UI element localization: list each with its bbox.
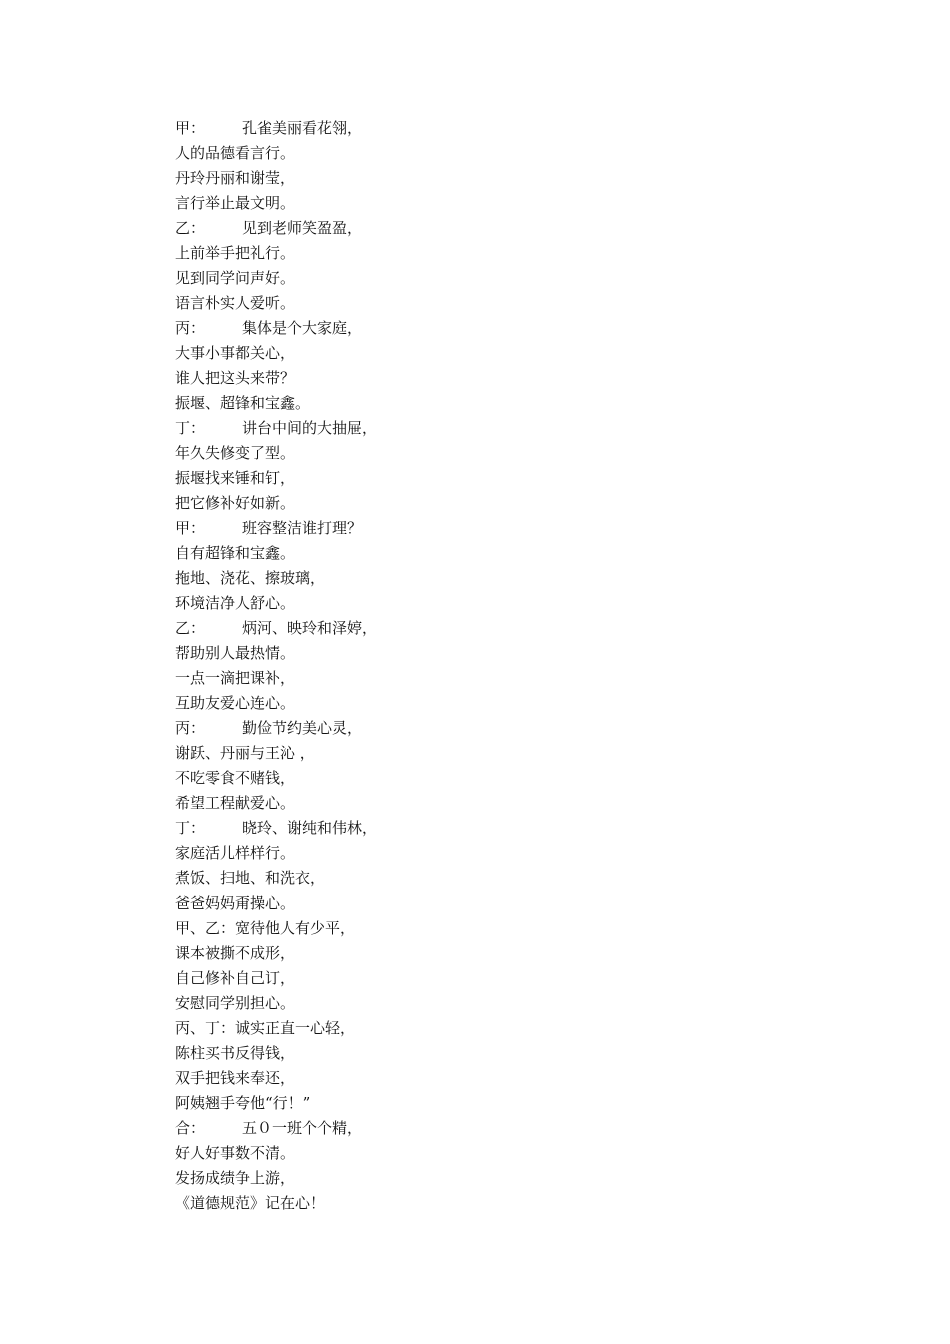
- line-text: 班容整洁谁打理？: [242, 519, 363, 537]
- poem-line: [175, 741, 377, 766]
- speaker-label: 合：: [175, 1119, 206, 1137]
- speaker-label: 甲：: [175, 519, 206, 537]
- line-text: 宽待他人有少平，: [235, 919, 356, 937]
- line-text: 集体是个大家庭，: [242, 319, 363, 337]
- line-text: 五０一班个个精，: [242, 1119, 363, 1137]
- poem-line: [175, 191, 377, 216]
- poem-line: [175, 616, 377, 641]
- poem-line: [175, 866, 377, 891]
- line-text: 讲台中间的大抽屉，: [242, 419, 378, 437]
- poem-line: [175, 266, 377, 291]
- poem-body: [175, 116, 377, 1216]
- line-text: 自己修补自己订，: [175, 969, 296, 987]
- line-text: 课本被撕不成形，: [175, 944, 296, 962]
- speaker-label: 丙、丁：: [175, 1019, 236, 1037]
- line-text: 发扬成绩争上游，: [175, 1169, 296, 1187]
- line-text: 振堰找来锤和钉，: [175, 469, 296, 487]
- poem-line: [175, 591, 377, 616]
- poem-line: [175, 991, 377, 1016]
- poem-line: [175, 1141, 377, 1166]
- poem-line: [175, 1091, 377, 1116]
- poem-line: [175, 416, 377, 441]
- poem-line: [175, 1191, 377, 1216]
- poem-line: [175, 1066, 377, 1091]
- poem-line: [175, 116, 377, 141]
- line-text: 谢跃、丹丽与王沁 ，: [175, 744, 315, 762]
- line-text: 环境洁净人舒心。: [175, 594, 296, 612]
- poem-line: [175, 491, 377, 516]
- poem-line: [175, 816, 377, 841]
- line-text: 炳河、映玲和泽婷，: [242, 619, 378, 637]
- poem-line: [175, 716, 377, 741]
- line-text: 陈柱买书反得钱，: [175, 1044, 296, 1062]
- poem-line: [175, 691, 377, 716]
- poem-line: [175, 441, 377, 466]
- poem-line: [175, 966, 377, 991]
- line-text: 人的品德看言行。: [175, 144, 296, 162]
- poem-line: [175, 241, 377, 266]
- line-text: 帮助别人最热情。: [175, 644, 296, 662]
- line-text: 言行举止最文明。: [175, 194, 296, 212]
- line-text: 安慰同学别担心。: [175, 994, 296, 1012]
- poem-line: [175, 141, 377, 166]
- poem-line: [175, 366, 377, 391]
- speaker-label: 丙：: [175, 719, 206, 737]
- poem-line: [175, 216, 377, 241]
- poem-line: [175, 566, 377, 591]
- line-text: 见到老师笑盈盈，: [242, 219, 363, 237]
- line-text: 一点一滴把课补，: [175, 669, 296, 687]
- line-text: 振堰、超锋和宝鑫。: [175, 394, 311, 412]
- poem-line: [175, 666, 377, 691]
- line-text: 勤俭节约美心灵，: [242, 719, 363, 737]
- speaker-label: 乙：: [175, 219, 206, 237]
- speaker-label: 丁：: [175, 819, 206, 837]
- line-text: 晓玲、谢纯和伟林，: [242, 819, 378, 837]
- line-text: 《道德规范》记在心！: [175, 1194, 326, 1212]
- poem-line: [175, 766, 377, 791]
- poem-line: [175, 466, 377, 491]
- poem-line: [175, 291, 377, 316]
- poem-line: [175, 1016, 377, 1041]
- poem-line: [175, 641, 377, 666]
- poem-line: [175, 1041, 377, 1066]
- line-text: 大事小事都关心，: [175, 344, 296, 362]
- poem-line: [175, 841, 377, 866]
- line-text: 把它修补好如新。: [175, 494, 296, 512]
- line-text: 阿姨翘手夸他“行！”: [175, 1094, 311, 1112]
- line-text: 孔雀美丽看花翎，: [242, 119, 363, 137]
- line-text: 谁人把这头来带？: [175, 369, 296, 387]
- line-text: 爸爸妈妈甭操心。: [175, 894, 296, 912]
- speaker-label: 丙：: [175, 319, 206, 337]
- line-text: 煮饭、扫地、和洗衣，: [175, 869, 326, 887]
- line-text: 家庭活儿样样行。: [175, 844, 296, 862]
- line-text: 语言朴实人爱听。: [175, 294, 296, 312]
- line-text: 年久失修变了型。: [175, 444, 296, 462]
- speaker-label: 甲：: [175, 119, 206, 137]
- line-text: 希望工程献爱心。: [175, 794, 296, 812]
- poem-line: [175, 166, 377, 191]
- poem-line: [175, 941, 377, 966]
- speaker-label: 甲、乙：: [175, 919, 236, 937]
- line-text: 双手把钱来奉还，: [175, 1069, 296, 1087]
- line-text: 不吃零食不赌钱，: [175, 769, 296, 787]
- line-text: 丹玲丹丽和谢莹，: [175, 169, 296, 187]
- poem-line: [175, 1166, 377, 1191]
- poem-line: [175, 1116, 377, 1141]
- line-text: 诚实正直一心轻，: [235, 1019, 356, 1037]
- poem-line: [175, 541, 377, 566]
- speaker-label: 丁：: [175, 419, 206, 437]
- poem-line: [175, 791, 377, 816]
- speaker-label: 乙：: [175, 619, 206, 637]
- poem-line: [175, 391, 377, 416]
- line-text: 拖地、浇花、擦玻璃，: [175, 569, 326, 587]
- poem-line: [175, 916, 377, 941]
- poem-line: [175, 341, 377, 366]
- line-text: 好人好事数不清。: [175, 1144, 296, 1162]
- poem-line: [175, 316, 377, 341]
- line-text: 见到同学问声好。: [175, 269, 296, 287]
- poem-line: [175, 516, 377, 541]
- line-text: 自有超锋和宝鑫。: [175, 544, 296, 562]
- poem-line: [175, 891, 377, 916]
- line-text: 上前举手把礼行。: [175, 244, 296, 262]
- line-text: 互助友爱心连心。: [175, 694, 296, 712]
